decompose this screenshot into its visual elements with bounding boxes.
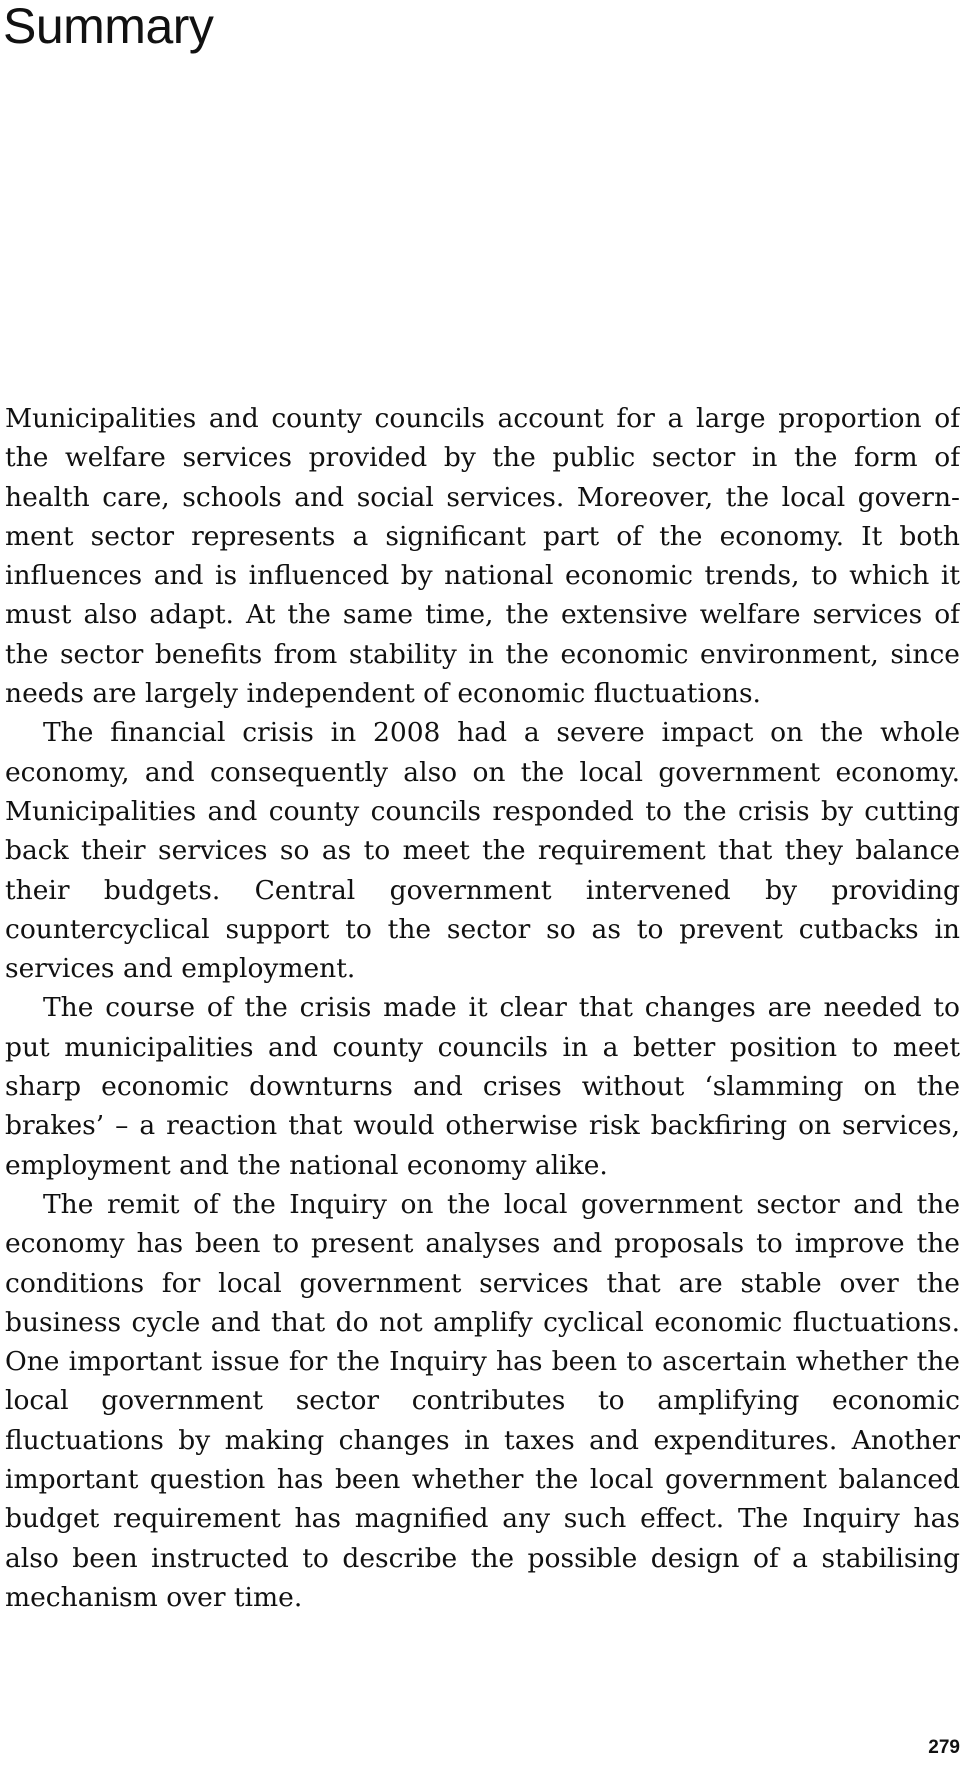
page-number: 279 bbox=[928, 1737, 960, 1758]
paragraph-4: The remit of the Inquiry on the local government sector and the economy has been to present analyses and proposals to improve the conditions for local government services that are stable over the business cycle and that do not amplify cyclical economic fluctuations. One important issue for the Inquiry has been to ascertain whether the local government sector contributes to amplifying economic fluctuations by making changes in taxes and expenditures. Another important question has been whether the local government balanced budget requirement has magnified any such effect. The Inquiry has also been instructed to describe the possible design of a stabilising mechanism over time. bbox=[5, 1188, 960, 1613]
paragraph-2: The financial crisis in 2008 had a severe impact on the whole economy, and consequently also on the local government economy. Municipalities and county councils responded to the crisis by cutting back their services so as to meet the requirement that they balance their budgets. Central government intervened by providing countercyclical support to the sector so as to prevent cutbacks in services and employment. bbox=[5, 717, 960, 985]
page-title: Summary bbox=[3, 0, 214, 54]
paragraph-3: The course of the crisis made it clear that changes are needed to put municipalities and county councils in a better position to meet sharp economic downturns and crises without ‘slamming on the brakes’ – a reaction that would otherwise risk backfiring on services, employment and the national economy alike. bbox=[5, 992, 960, 1181]
paragraph-1: Municipalities and county councils account for a large proportion of the welfare services provided by the public sector in the form of health care, schools and social services. Moreover, the local government sector represents a significant part of the economy. It both influences and is influenced by national economic trends, to which it must also adapt. At the same time, the extensive welfare services of the sector benefits from stability in the economic environment, since needs are largely independent of economic fluctuations. bbox=[5, 403, 960, 710]
summary-body bbox=[5, 399, 960, 1617]
